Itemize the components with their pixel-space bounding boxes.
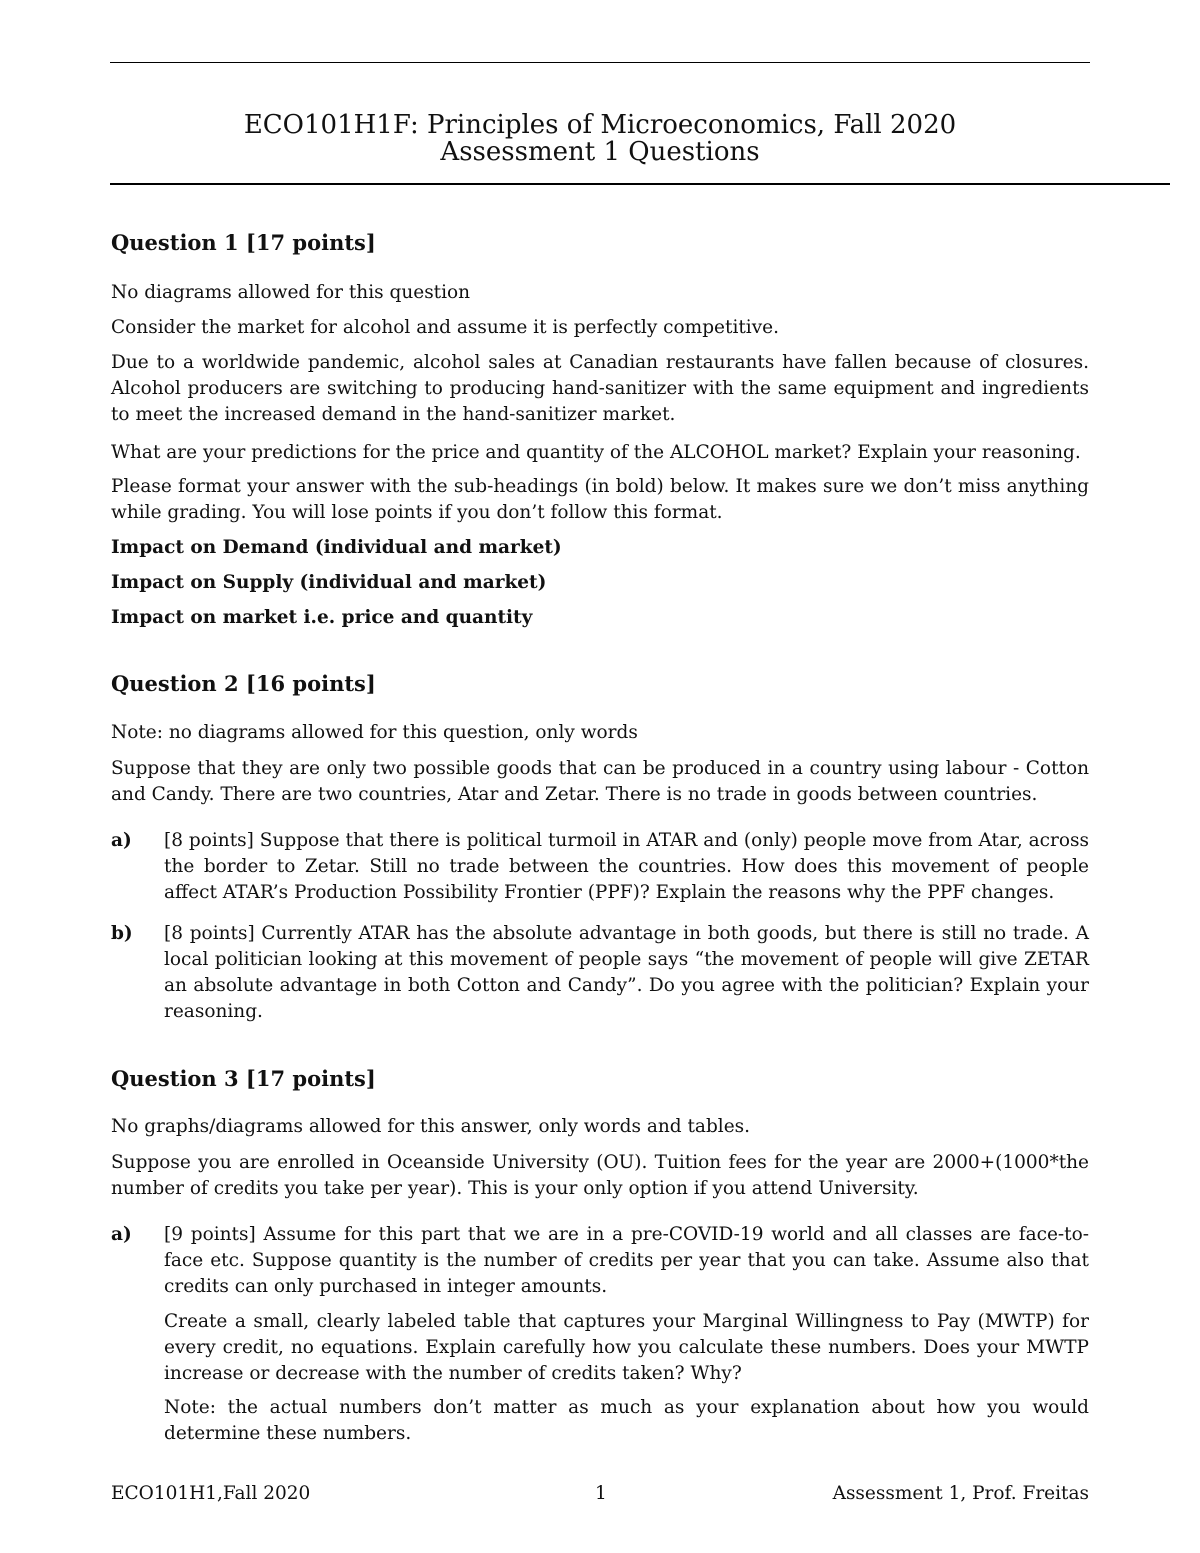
- q1-paragraph-3: What are your predictions for the price and quantity of the ALCOHOL market? Explain your reasoning.: [111, 442, 1081, 463]
- q1-subheading-market: Impact on market i.e. price and quantity: [111, 607, 533, 628]
- q2-item-a-label: a): [111, 830, 132, 851]
- q1-paragraph-1: Consider the market for alcohol and assume it is perfectly competitive.: [111, 317, 779, 338]
- question-2-heading: Question 2 [16 points]: [111, 671, 376, 696]
- q2-item-a-text: [8 points] Suppose that there is political turmoil in ATAR and (only) people move from Atar, across the border to Zetar. Still no trade between the countries. How does this movement of people affect ATAR’s Production Possibility Frontier (PPF)? Explain the reasons why the PPF changes.: [164, 830, 1089, 903]
- q3-item-a-text: [9 points] Assume for this part that we are in a pre-COVID-19 world and all classes are face-to-face etc. Suppose quantity is the number of credits per year that you can take. Assume also that credits can only purchased in integer amounts.: [164, 1224, 1089, 1297]
- title-rule: [110, 183, 1170, 185]
- q2-note: Note: no diagrams allowed for this question, only words: [111, 722, 638, 743]
- page-number: 1: [595, 1483, 607, 1504]
- q1-note: No diagrams allowed for this question: [111, 282, 471, 303]
- q1-subheading-demand: Impact on Demand (individual and market): [111, 537, 562, 558]
- q1-subheading-supply: Impact on Supply (individual and market): [111, 572, 547, 593]
- q1-paragraph-2: Due to a worldwide pandemic, alcohol sales at Canadian restaurants have fallen because of closures. Alcohol producers are switching to producing hand-sanitizer with the same equipment and ingredients to meet the increased demand in the hand-sanitizer market.: [111, 352, 1089, 425]
- q3-note: No graphs/diagrams allowed for this answer, only words and tables.: [111, 1116, 751, 1137]
- top-rule: [110, 62, 1090, 63]
- document-title: ECO101H1F: Principles of Microeconomics, Fall 2020: [243, 110, 957, 140]
- q1-paragraph-4: Please format your answer with the sub-headings (in bold) below. It makes sure we don’t miss anything while grading. You will lose points if you don’t follow this format.: [111, 476, 1089, 523]
- q3-paragraph-1: Suppose you are enrolled in Oceanside University (OU). Tuition fees for the year are 2000+(1000*the number of credits you take per year). This is your only option if you attend University.: [111, 1152, 1089, 1199]
- q3-item-a-paragraph-2: Create a small, clearly labeled table that captures your Marginal Willingness to Pay (MWTP) for every credit, no equations. Explain carefully how you calculate these numbers. Does your MWTP increase or decrease with the number of credits taken? Why?: [164, 1311, 1089, 1384]
- footer-assessment: Assessment 1, Prof. Freitas: [832, 1483, 1089, 1504]
- q2-item-b-text: [8 points] Currently ATAR has the absolute advantage in both goods, but there is still no trade. A local politician looking at this movement of people says “the movement of people will give ZETAR an absolute advantage in both Cotton and Candy”. Do you agree with the politician? Explain your reasoning.: [164, 923, 1089, 1022]
- q3-item-a-paragraph-3: Note: the actual numbers don’t matter as much as your explanation about how you would determine these numbers.: [164, 1397, 1089, 1444]
- q3-item-a-label: a): [111, 1224, 132, 1245]
- question-1-heading: Question 1 [17 points]: [111, 230, 376, 255]
- question-3-heading: Question 3 [17 points]: [111, 1066, 376, 1091]
- footer-course: ECO101H1,Fall 2020: [111, 1483, 311, 1504]
- q2-paragraph-1: Suppose that they are only two possible goods that can be produced in a country using labour - Cotton and Candy. There are two countries, Atar and Zetar. There is no trade in goods between countries.: [111, 758, 1089, 805]
- q2-item-b-label: b): [111, 923, 133, 944]
- document-subtitle: Assessment 1 Questions: [440, 137, 760, 167]
